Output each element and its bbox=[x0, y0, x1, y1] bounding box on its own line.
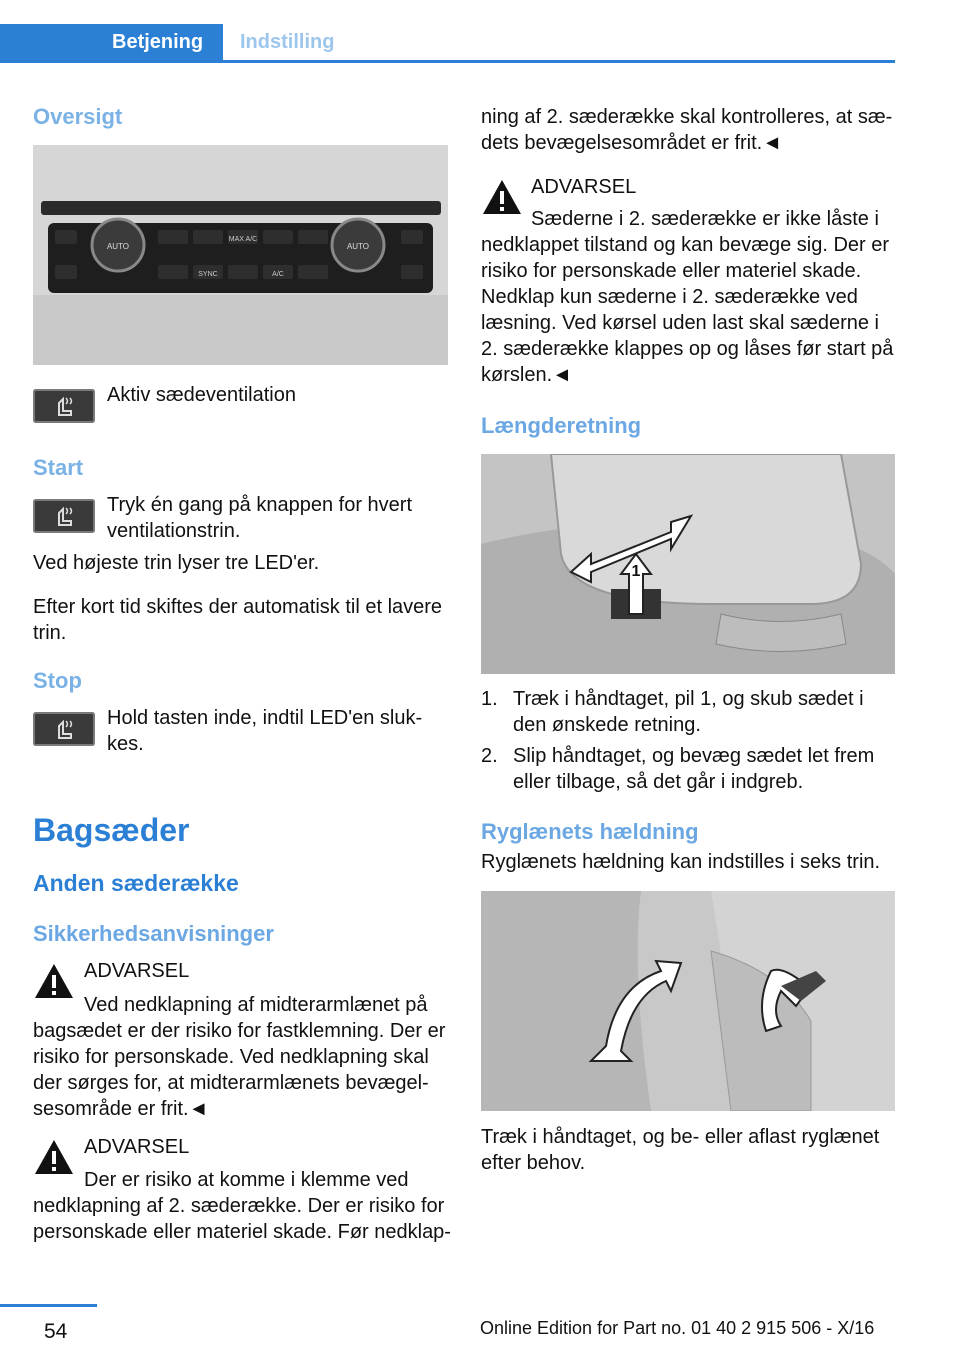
seat-ventilation-icon bbox=[33, 499, 95, 533]
seat-ventilation-icon bbox=[33, 712, 95, 746]
heading-ryglaenets-haeldning: Ryglænets hældning bbox=[481, 819, 699, 844]
step-2-number: 2. bbox=[481, 745, 498, 767]
heading-bagsaeder: Bagsæder bbox=[33, 812, 190, 848]
ryg-intro: Ryglænets hældning kan indstilles i seks trin. bbox=[481, 851, 881, 873]
heading-start: Start bbox=[33, 455, 84, 480]
climate-panel-photo bbox=[33, 145, 448, 365]
seat-ventilation-icon bbox=[33, 389, 95, 423]
backrest-tilt-photo bbox=[481, 891, 895, 1111]
heading-sikkerhedsanvisninger: Sikkerhedsanvisninger bbox=[33, 921, 274, 946]
step-1-text: Træk i håndtaget, pil 1, og skub sædet i den ønskede retning. bbox=[513, 688, 864, 736]
start-text: Tryk én gang på knappen for hvert ventilationstrin. bbox=[107, 494, 412, 542]
button-caption: Aktiv sædeventilation bbox=[107, 384, 296, 406]
heading-anden-saederaekke: Anden sæderække bbox=[33, 870, 239, 896]
warning2-title: ADVARSEL bbox=[84, 1136, 190, 1158]
heading-stop: Stop bbox=[33, 668, 82, 693]
heading-oversigt: Oversigt bbox=[33, 104, 123, 129]
paragraph-efter: Efter kort tid skiftes der automatisk til et lavere trin. bbox=[33, 596, 443, 644]
ac-label: A/C bbox=[272, 271, 284, 278]
header-rule bbox=[0, 60, 895, 63]
maxac-label: MAX A/C bbox=[228, 236, 258, 243]
warning1-title: ADVARSEL bbox=[84, 960, 190, 982]
heading-laengderetning: Længderetning bbox=[481, 413, 642, 438]
sync-label: SYNC bbox=[198, 271, 218, 278]
warning3-title: ADVARSEL bbox=[531, 176, 637, 198]
page-number: 54 bbox=[44, 1320, 68, 1343]
step-2-text: Slip håndtaget, og bevæg sædet let frem eller tilbage, så det går i indgreb. bbox=[513, 745, 875, 793]
arrow-1-label: 1 bbox=[631, 563, 641, 580]
tab-betjening-label: Betjening bbox=[112, 31, 204, 53]
footer-edition: Online Edition for Part no. 01 40 2 915 506 - X/16 bbox=[480, 1318, 875, 1338]
warning3-text: Sæderne i 2. sæderække er ikke låste i nedklappet tilstand og kan bevæge sig. Der er risiko for personskade eller materiel skade. Nedklap kun sæderne i 2. sæderække ved læsning. Ved kørsel uden last skal sæderne i 2. sæderække klappes op og låses før start på kørslen.◄ bbox=[481, 208, 894, 386]
continued-text: ning af 2. sæderække skal kontrolleres, at sæ-dets bevægelsesområdet er frit.◄ bbox=[481, 106, 893, 154]
warning1-text: Ved nedklapning af midterarmlænet på bagsædet er der risiko for fastklemning. Der er risiko for personskade. Ved nedklapning skal der sørges for, at midterarmlænets bevægel-sesområde er frit.◄ bbox=[33, 994, 446, 1120]
warning2-text: Der er risiko at komme i klemme ved nedklapning af 2. sæderække. Der er risiko for personskade eller materiel skade. Før nedklap- bbox=[33, 1169, 451, 1243]
seat-longitudinal-photo bbox=[481, 454, 895, 674]
auto-label-right: AUTO bbox=[346, 242, 370, 251]
footer-rule bbox=[0, 1304, 97, 1307]
ryg-text: Træk i håndtaget, og be- eller aflast ryglænet efter behov. bbox=[481, 1126, 880, 1174]
tab-indstilling[interactable]: Indstilling bbox=[240, 31, 335, 53]
stop-text: Hold tasten inde, indtil LED'en sluk-kes. bbox=[107, 707, 423, 755]
auto-label-left: AUTO bbox=[106, 242, 130, 251]
paragraph-trin: Ved højeste trin lyser tre LED'er. bbox=[33, 552, 320, 574]
step-1-number: 1. bbox=[481, 688, 498, 710]
